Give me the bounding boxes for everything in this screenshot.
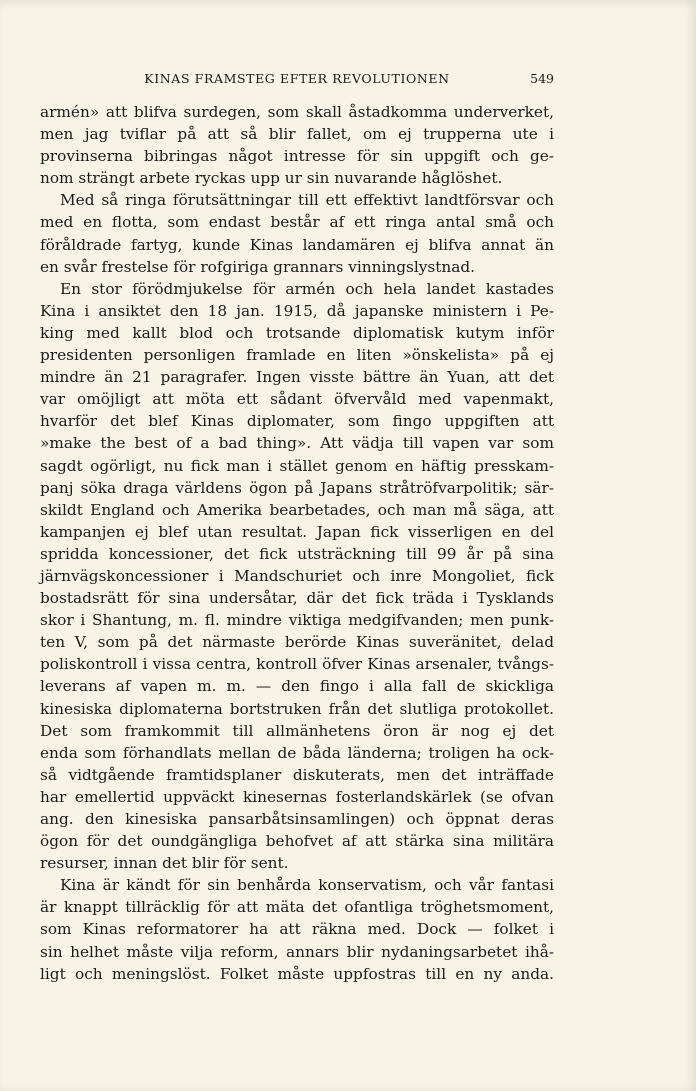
text-line: provinserna bibringas något intresse för sin uppgift och ge- [40, 147, 554, 166]
text-line: ten V, som på det närmaste berörde Kinas suveränitet, delad [40, 633, 554, 652]
text-line: har emellertid uppväckt kinesernas fosterlandskärlek (se ofvan [40, 787, 554, 806]
text-line: panj söka draga världens ögon på Japans stråtröfvarpolitik; sär- [40, 478, 554, 497]
text-line: king med kallt blod och trotsande diplomatisk kutym inför [40, 323, 554, 342]
text-line: en svår frestelse för rofgiriga grannars vinningslystnad. [40, 257, 476, 276]
text-line: mindre än 21 paragrafer. Ingen visste bättre än Yuan, att det [40, 368, 554, 387]
running-head [40, 71, 554, 89]
text-line: ögon för det oundgängliga behofvet af att stärka sina militära [40, 832, 554, 851]
text-line: var omöjligt att möta ett sådant öfvervåld med vapenmakt, [40, 390, 554, 409]
text-line: spridda koncessioner, det fick utsträckning till 99 år på sina [40, 544, 554, 563]
text-line: sin helhet måste vilja reform, annars blir nydaningsarbetet ihå- [40, 942, 554, 961]
text-line: resurser, innan det blir för sent. [40, 854, 289, 873]
text-line: presidenten personligen framlade en liten »önskelista» på ej [40, 346, 554, 365]
text-line: enda som förhandlats mellan de båda länderna; troligen ha ock- [40, 743, 554, 762]
text-line: är knappt tillräcklig för att mäta det ofantliga tröghetsmoment, [40, 898, 554, 917]
text-line: så vidtgående framtidsplaner diskuterats, men det inträffade [40, 765, 554, 784]
running-title: KINAS FRAMSTEG EFTER REVOLUTIONEN [144, 71, 450, 86]
text-line: nom strängt arbete ryckas upp ur sin nuvarande håglöshet. [40, 169, 503, 188]
body-text [40, 101, 554, 985]
text-line: järnvägskoncessioner i Mandschuriet och inre Mongoliet, fick [40, 566, 554, 585]
text-line: som Kinas reformatorer ha att räkna med. Dock — folket i [40, 920, 554, 939]
text-line: men jag tviflar på att så blir fallet, om ej trupperna ute i [40, 125, 554, 144]
text-line: med en flotta, som endast består af ett ringa antal små och [40, 213, 554, 232]
text-line: Kina är kändt för sin benhårda konservatism, och vår fantasi [60, 876, 554, 895]
text-line: skor i Shantung, m. fl. mindre viktiga medgifvanden; men punk- [40, 611, 554, 630]
text-line: »make the best of a bad thing». Att vädja till vapen var som [40, 434, 554, 453]
text-line: leverans af vapen m. m. — den fingo i alla fall de skickliga [40, 677, 554, 696]
text-line: ang. den kinesiska pansarbåtsinsamlingen) och öppnat deras [40, 810, 554, 828]
text-line: Kina i ansiktet den 18 jan. 1915, då japanske ministern i Pe- [40, 301, 554, 320]
text-line: hvarför det blef Kinas diplomater, som fingo uppgiften att [40, 412, 554, 431]
text-line: kinesiska diplomaterna bortstruken från det slutliga protokollet. [40, 699, 554, 718]
text-line: Det som framkommit till allmänhetens öron är nog ej det [40, 721, 554, 740]
text-line: armén» att blifva surdegen, som skall åstadkomma underverket, [40, 103, 554, 121]
text-line: ligt och meningslöst. Folket måste uppfostras till en ny anda. [40, 964, 554, 983]
text-line: Med så ringa förutsättningar till ett effektivt landtförsvar och [60, 191, 554, 210]
text-line: kampanjen ej blef utan resultat. Japan fick visserligen en del [40, 522, 554, 541]
text-line: föråldrade fartyg, kunde Kinas landamären ej blifva annat än [40, 235, 554, 254]
text-line: poliskontroll i vissa centra, kontroll öfver Kinas arsenaler, tvångs- [40, 655, 554, 674]
text-line: skildt England och Amerika bearbetades, och man må säga, att [40, 500, 554, 519]
page-number: 549 [530, 71, 554, 86]
text-line: bostadsrätt för sina undersåtar, där det fick träda i Tysklands [40, 589, 554, 608]
text-line: sagdt ogörligt, nu fick man i stället genom en häftig presskam- [40, 456, 554, 475]
text-line: En stor förödmjukelse för armén och hela landet kastades [60, 279, 554, 298]
